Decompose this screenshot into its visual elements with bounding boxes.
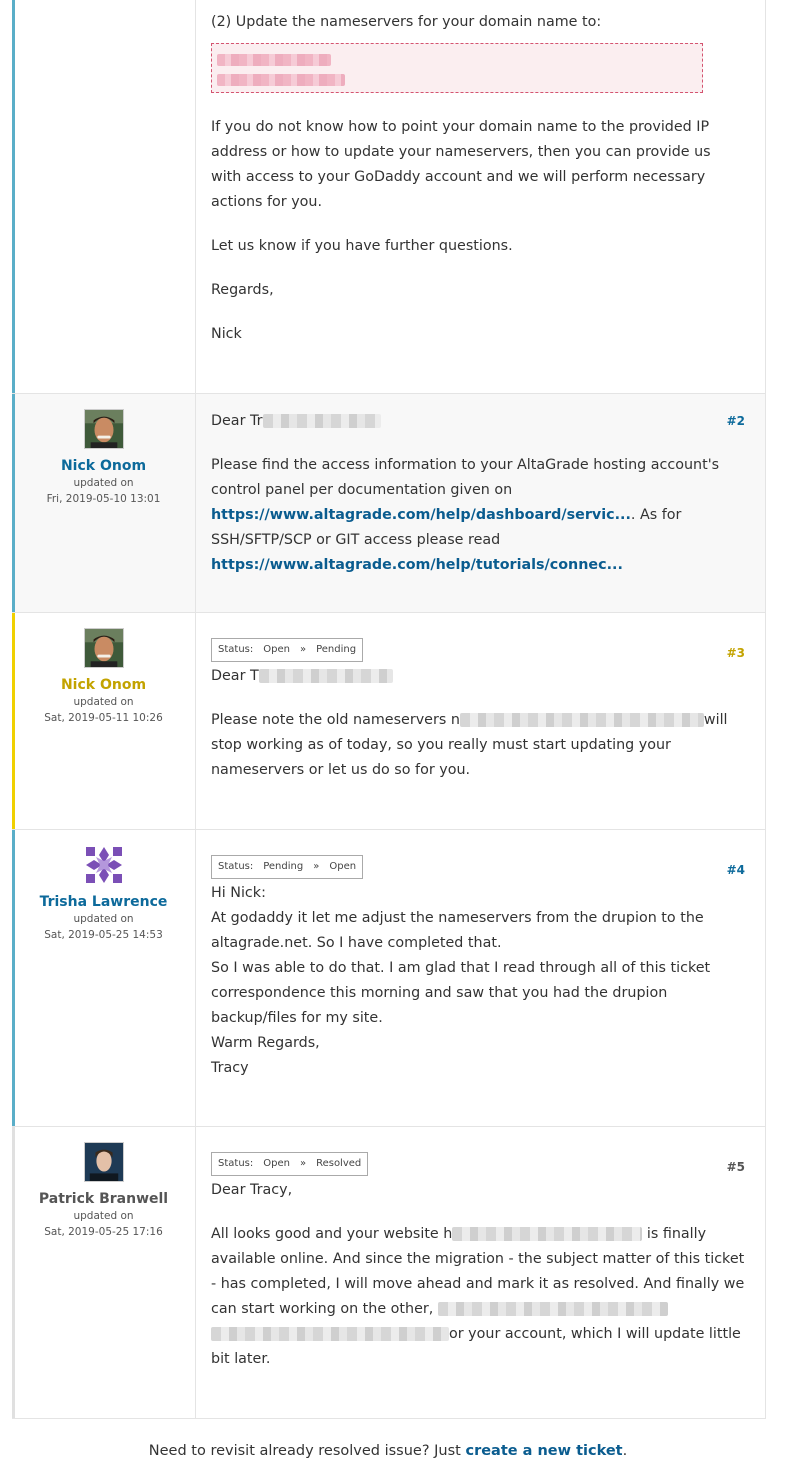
message-paragraph: [211, 1222, 745, 1372]
message-accent-bar: [12, 1127, 15, 1418]
message-sidebar: [12, 394, 196, 612]
message-accent-bar: [12, 613, 15, 829]
author-name[interactable]: Nick Onom: [60, 458, 147, 474]
greeting: [211, 409, 745, 434]
updated-date: Sat, 2019-05-25 14:53: [44, 929, 163, 941]
greeting: Dear Tracy,: [211, 1182, 293, 1198]
message-text: Please note the old nameservers n: [211, 712, 460, 728]
message-accent-bar: [12, 0, 15, 393]
status-label: Status:: [218, 1158, 254, 1169]
redacted-nameserver: [217, 74, 345, 86]
message-3: [12, 613, 766, 830]
message-sidebar: [12, 1127, 196, 1418]
message-2: [12, 394, 766, 613]
updated-date: Sat, 2019-05-11 10:26: [44, 712, 163, 724]
message-text: or your account, which I will update little bit later.: [211, 1326, 741, 1367]
nameserver-box: [211, 43, 703, 93]
message-line: Warm Regards,: [211, 1035, 320, 1051]
status-from: Open: [263, 644, 290, 655]
greeting-text: Dear Tr: [211, 413, 263, 429]
message-paragraph: Nick: [211, 326, 242, 342]
message-1: [12, 0, 766, 394]
footer-end: .: [622, 1443, 628, 1459]
status-change: [211, 855, 363, 879]
message-text: will stop working as of today, so you really must start updating your nameservers or let us do so for you.: [211, 712, 728, 778]
tutorial-link[interactable]: https://www.altagrade.com/help/tutorials/connec...: [211, 557, 623, 573]
message-text-block: [211, 881, 745, 1081]
avatar: [84, 1142, 124, 1182]
message-line: So I was able to do that. I am glad that I read through all of this ticket correspondence this morning and saw that you had the drupion backup/files for my site.: [211, 960, 711, 1026]
message-body: [196, 1127, 765, 1418]
status-from: Open: [263, 1158, 290, 1169]
redacted-text: [259, 669, 393, 683]
author-name[interactable]: Patrick Branwell: [38, 1191, 169, 1207]
message-paragraph: Let us know if you have further questions.: [211, 238, 513, 254]
message-paragraph: Regards,: [211, 282, 274, 298]
message-text: is finally available online. And since the migration - the subject matter of this ticket - has completed, I will move ahead and mark it as resolved. And finally we can start working on the other,: [211, 1226, 745, 1317]
status-change: [211, 1152, 368, 1176]
status-to: Open: [329, 861, 357, 872]
message-number[interactable]: #4: [726, 863, 745, 877]
redacted-text: [263, 414, 381, 428]
greeting-text: Dear T: [211, 668, 259, 684]
message-line: Tracy: [211, 1060, 249, 1076]
status-arrow: »: [299, 1158, 307, 1169]
author-name[interactable]: Trisha Lawrence: [39, 894, 168, 910]
redacted-text: [452, 1227, 642, 1241]
message-body: [196, 830, 765, 1126]
status-to: Pending: [316, 644, 357, 655]
message-paragraph: [211, 708, 745, 783]
message-text: Please find the access information to your AltaGrade hosting account's control panel per documentation given on: [211, 457, 720, 498]
message-sidebar: [12, 0, 196, 393]
status-label: Status:: [218, 861, 254, 872]
message-accent-bar: [12, 830, 15, 1126]
message-5: [12, 1127, 766, 1419]
updated-label: updated on: [73, 913, 134, 925]
status-to: Resolved: [316, 1158, 362, 1169]
message-body: [196, 394, 765, 612]
create-ticket-link[interactable]: create a new ticket: [465, 1443, 623, 1459]
avatar: [84, 628, 124, 668]
message-number[interactable]: #3: [726, 646, 745, 660]
footer-note: [0, 1443, 776, 1459]
message-text: All looks good and your website h: [211, 1226, 453, 1242]
author-name[interactable]: Nick Onom: [60, 677, 147, 693]
message-accent-bar: [12, 394, 15, 612]
status-label: Status:: [218, 644, 254, 655]
status-arrow: »: [299, 644, 307, 655]
avatar: [84, 845, 124, 885]
avatar: [84, 409, 124, 449]
redacted-text: [460, 713, 704, 727]
documentation-link[interactable]: https://www.altagrade.com/help/dashboard/servic...: [211, 507, 631, 523]
message-line: At godaddy it let me adjust the nameservers from the drupion to the altagrade.net. So I have completed that.: [211, 910, 704, 951]
updated-date: Sat, 2019-05-25 17:16: [44, 1226, 163, 1238]
message-body: [196, 613, 765, 829]
status-change: [211, 638, 363, 662]
message-line: Hi Nick:: [211, 885, 266, 901]
message-sidebar: [12, 830, 196, 1126]
footer-text: Need to revisit already resolved issue? Just: [148, 1443, 466, 1459]
message-4: [12, 830, 766, 1127]
updated-label: updated on: [73, 477, 134, 489]
redacted-text: [438, 1302, 668, 1316]
message-number[interactable]: #5: [726, 1160, 745, 1174]
message-paragraph: [211, 453, 745, 578]
message-body: [196, 0, 765, 393]
nameserver-intro: (2) Update the nameservers for your domain name to:: [211, 14, 602, 30]
redacted-nameserver: [217, 54, 331, 66]
status-from: Pending: [263, 861, 304, 872]
message-number[interactable]: #2: [726, 414, 745, 428]
status-arrow: »: [313, 861, 320, 872]
message-paragraph: If you do not know how to point your domain name to the provided IP address or how to update your nameservers, then you can provide us with access to your GoDaddy account and we will perform necessary actions for you.: [211, 119, 711, 210]
greeting: [211, 664, 745, 689]
redacted-text: [211, 1327, 449, 1341]
message-text: . As for SSH/SFTP/SCP or GIT access please read: [211, 507, 682, 548]
updated-label: updated on: [73, 1210, 134, 1222]
updated-date: Fri, 2019-05-10 13:01: [46, 493, 161, 505]
message-sidebar: [12, 613, 196, 829]
updated-label: updated on: [73, 696, 134, 708]
ticket-thread: [12, 0, 766, 1419]
